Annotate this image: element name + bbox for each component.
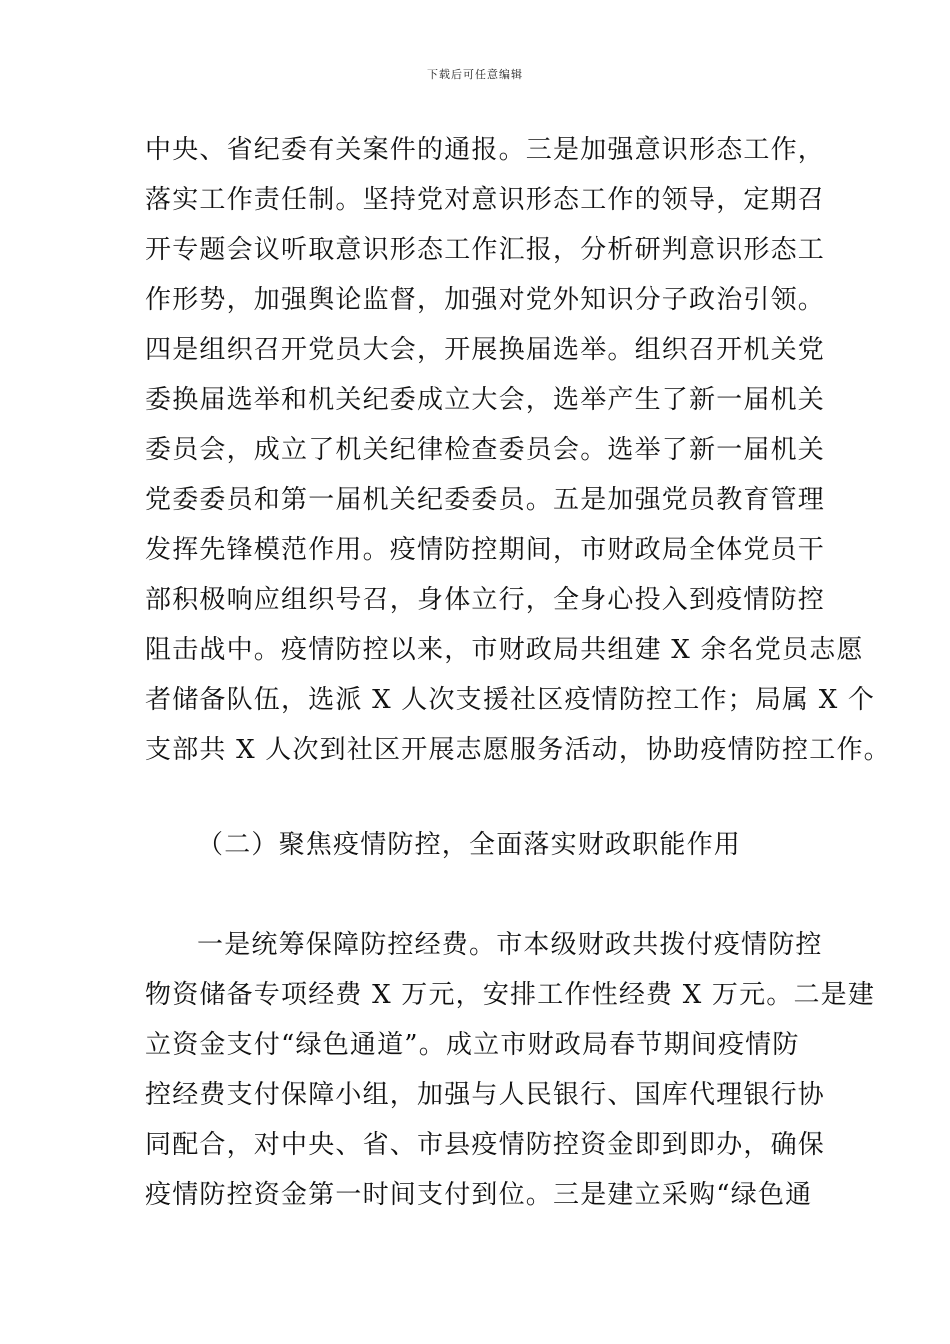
text-line: 物资储备专项经费 X 万元，安排工作性经费 X 万元。二是建 [145,980,876,1010]
text-line: 中央、省纪委有关案件的通报。三是加强意识形态工作， [145,135,826,165]
text-line: 立资金支付“绿色通道”。成立市财政局春节期间疫情防 [145,1030,800,1060]
text-line: 开专题会议听取意识形态工作汇报，分析研判意识形态工 [145,235,826,265]
text-line: 发挥先锋模范作用。疫情防控期间，市财政局全体党员干 [145,535,826,565]
text-line: 一是统筹保障防控经费。市本级财政共拨付疫情防控 [197,930,823,960]
text-line: 同配合，对中央、省、市县疫情防控资金即到即办，确保 [145,1130,826,1160]
text-line: 党委委员和第一届机关纪委委员。五是加强党员教育管理 [145,485,826,515]
text-line: 疫情防控资金第一时间支付到位。三是建立采购“绿色通 [145,1180,813,1210]
text-line: 作形势，加强舆论监督，加强对党外知识分子政治引领。 [145,285,826,315]
text-line: 落实工作责任制。坚持党对意识形态工作的领导，定期召 [145,185,826,215]
text-line: 四是组织召开党员大会，开展换届选举。组织召开机关党 [145,335,826,365]
heading-text: （二）聚焦疫情防控，全面落实财政职能作用 [197,830,742,860]
text-line: 控经费支付保障小组，加强与人民银行、国库代理银行协 [145,1080,826,1110]
page-header: 下载后可任意编辑 [427,68,523,81]
text-line: 阻击战中。疫情防控以来，市财政局共组建 X 余名党员志愿 [145,635,864,665]
text-line: 部积极响应组织号召，身体立行，全身心投入到疫情防控 [145,585,826,615]
text-line: 者储备队伍，选派 X 人次支援社区疫情防控工作；局属 X 个 [145,685,876,715]
text-line: 支部共 X 人次到社区开展志愿服务活动，协助疫情防控工作。 [145,735,891,765]
text-line: 委员会，成立了机关纪律检查委员会。选举了新一届机关 [145,435,826,465]
text-line: 委换届选举和机关纪委成立大会，选举产生了新一届机关 [145,385,826,415]
